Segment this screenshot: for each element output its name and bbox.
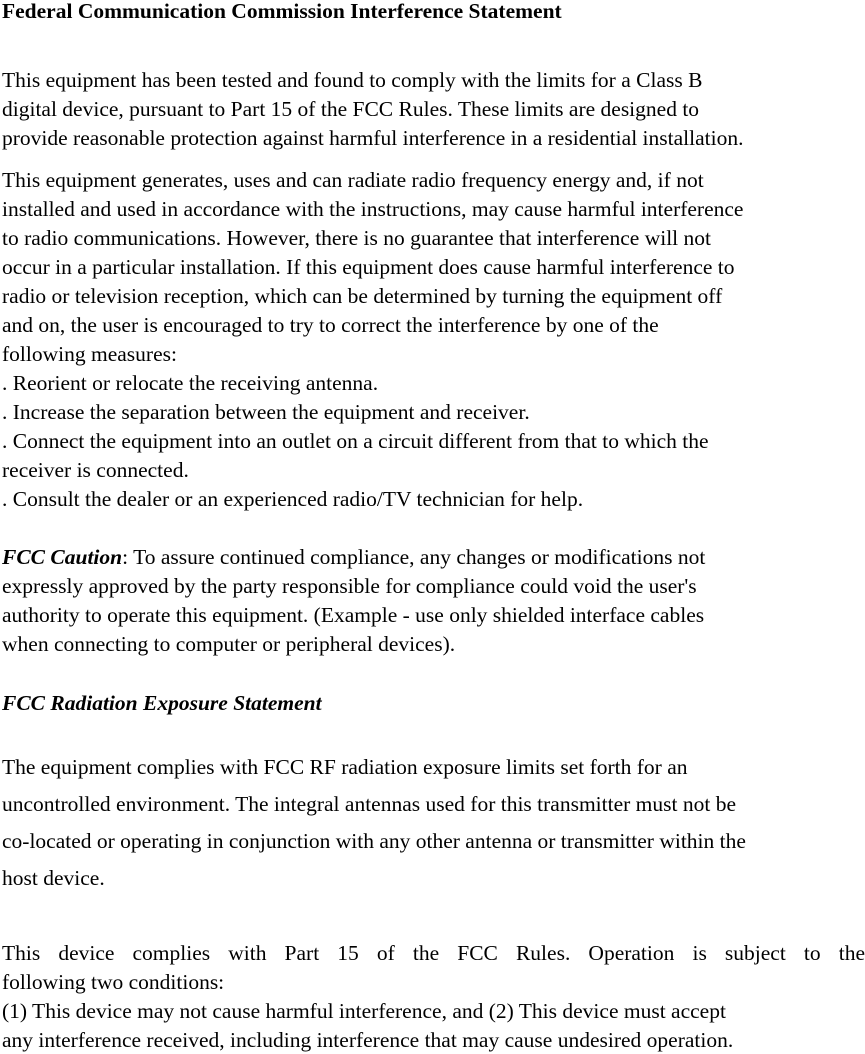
- caution-first-line: [2, 547, 705, 569]
- body-line: to radio communications. However, there is no guarantee that interference will not: [2, 226, 711, 250]
- body-line: occur in a particular installation. If this equipment does cause harmful interference to: [2, 255, 735, 279]
- radiation-line: host device.: [2, 866, 105, 890]
- radiation-line: uncontrolled environment. The integral antennas used for this transmitter must not be: [2, 792, 737, 816]
- measure-item: . Consult the dealer or an experienced radio/TV technician for help.: [2, 487, 584, 511]
- measure-item: . Increase the separation between the equipment and receiver.: [2, 400, 530, 424]
- body-line: radio or television reception, which can be determined by turning the equipment off: [2, 284, 723, 308]
- caution-label: FCC Caution: [2, 545, 123, 569]
- caution-text: : To assure continued compliance, any changes or modifications not: [122, 545, 706, 569]
- measure-item: receiver is connected.: [2, 458, 189, 482]
- intro-line: provide reasonable protection against harmful interference in a residential installation.: [2, 126, 744, 150]
- body-line: and on, the user is encouraged to try to correct the interference by one of the: [2, 313, 659, 337]
- body-line: This equipment generates, uses and can radiate radio frequency energy and, if not: [2, 168, 704, 192]
- intro-line: This equipment has been tested and found to comply with the limits for a Class B: [2, 68, 703, 92]
- radiation-line: The equipment complies with FCC RF radiation exposure limits set forth for an: [2, 755, 688, 779]
- radiation-line: co-located or operating in conjunction with any other antenna or transmitter within the: [2, 829, 746, 853]
- statement-title: Federal Communication Commission Interference Statement: [2, 0, 562, 23]
- radiation-heading: FCC Radiation Exposure Statement: [2, 691, 322, 715]
- conditions-line: any interference received, including interference that may cause undesired operation.: [2, 1028, 734, 1052]
- measure-item: . Reorient or relocate the receiving antenna.: [2, 371, 379, 395]
- caution-line: when connecting to computer or peripheral devices).: [2, 632, 456, 656]
- measure-item: . Connect the equipment into an outlet on a circuit different from that to which the: [2, 429, 709, 453]
- conditions-line: This device complies with Part 15 of the FCC Rules. Operation is subject to the: [2, 941, 865, 965]
- body-line: following measures:: [2, 342, 177, 366]
- conditions-line: following two conditions:: [2, 970, 225, 994]
- intro-line: digital device, pursuant to Part 15 of the FCC Rules. These limits are designed to: [2, 97, 700, 121]
- caution-line: authority to operate this equipment. (Example - use only shielded interface cables: [2, 603, 705, 627]
- body-line: installed and used in accordance with the instructions, may cause harmful interference: [2, 197, 744, 221]
- caution-line: expressly approved by the party responsible for compliance could void the user's: [2, 574, 697, 598]
- conditions-line: (1) This device may not cause harmful interference, and (2) This device must accept: [2, 999, 726, 1023]
